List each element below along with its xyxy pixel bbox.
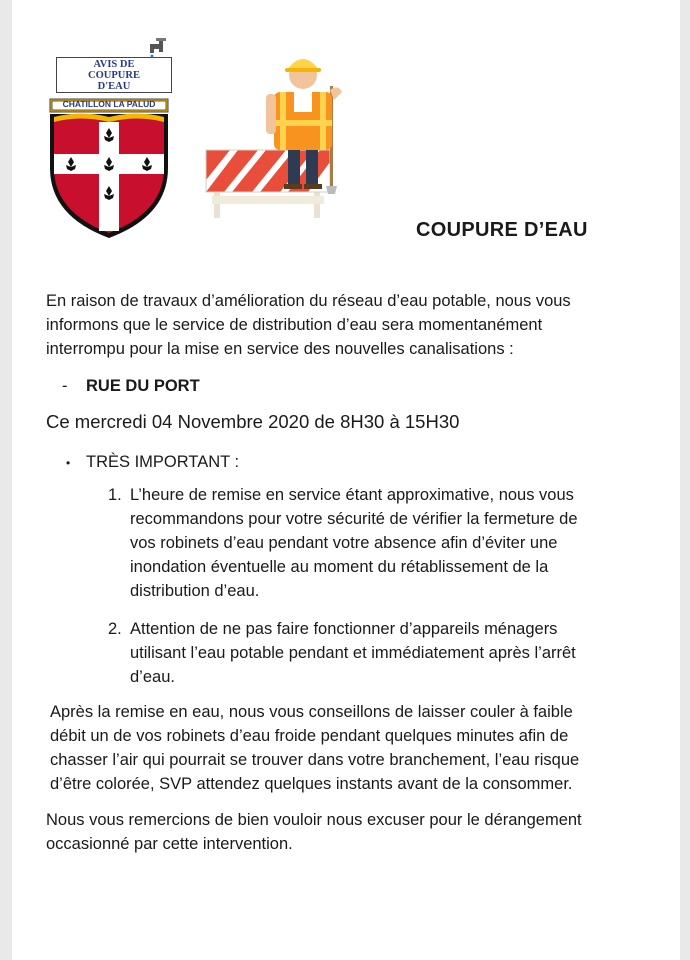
list-item-line: d’eau.: [130, 668, 175, 686]
list-item-body: [130, 617, 576, 689]
important-label: TRÈS IMPORTANT :: [86, 453, 240, 471]
after-line: chasser l’air qui pourrait se trouver dans votre branchement, l’eau risque: [50, 751, 580, 769]
important-heading: [66, 450, 239, 475]
list-item-line: distribution d’eau.: [130, 582, 260, 600]
avis-line-2: COUPURE: [88, 70, 140, 81]
commune-name: CHATILLON LA PALUD: [62, 99, 156, 109]
thanks-line: Nous vous remercions de bien vouloir nous excuser pour le dérangement: [46, 811, 582, 829]
list-item-body: [130, 483, 578, 603]
list-item-number: 1.: [108, 486, 122, 504]
list-item-line: utilisant l’eau potable pendant et immédiatement après l’arrêt: [130, 644, 576, 662]
after-line: Après la remise en eau, nous vous conseillons de laisser couler à faible: [50, 703, 573, 721]
street-item: [62, 374, 200, 398]
list-item-line: L’heure de remise en service étant approximative, nous vous: [130, 486, 574, 504]
commune-crest-icon: [46, 98, 172, 240]
avis-label-box: [56, 57, 172, 93]
outage-date: Ce mercredi 04 Novembre 2020 de 8H30 à 15H30: [46, 411, 460, 432]
list-item-number: 2.: [108, 620, 122, 638]
thanks-paragraph: [46, 808, 656, 856]
avis-line-1: AVIS DE: [93, 59, 135, 70]
intro-paragraph: [46, 289, 646, 361]
after-paragraph: [50, 700, 660, 796]
page-title: COUPURE D’EAU: [416, 219, 588, 241]
notice-page: [12, 0, 680, 960]
intro-line: interrompu pour la mise en service des nouvelles canalisations :: [46, 340, 514, 358]
intro-line: informons que le service de distribution d’eau sera momentanément: [46, 316, 543, 334]
roadwork-worker-icon: [202, 50, 352, 222]
list-item-line: recommandons pour votre sécurité de vérifier la fermeture de: [130, 510, 578, 528]
water-tap-icon: [148, 36, 170, 58]
list-item-line: inondation éventuelle au moment du rétablissement de la: [130, 558, 549, 576]
intro-line: En raison de travaux d’amélioration du réseau d’eau potable, nous vous: [46, 292, 571, 310]
thanks-line: occasionné par cette intervention.: [46, 835, 293, 853]
avis-line-3: D'EAU: [97, 81, 131, 92]
street-dash: -: [62, 377, 68, 395]
after-line: débit un de vos robinets d’eau froide pendant quelques minutes afin de: [50, 727, 569, 745]
bullet-icon: •: [66, 455, 71, 470]
list-item-line: Attention de ne pas faire fonctionner d’appareils ménagers: [130, 620, 558, 638]
after-line: d’être colorée, SVP attendez quelques instants avant de la consommer.: [50, 775, 573, 793]
street-name: RUE DU PORT: [86, 377, 200, 395]
list-item-line: vos robinets d’eau pendant votre absence afin d’éviter une: [130, 534, 558, 552]
